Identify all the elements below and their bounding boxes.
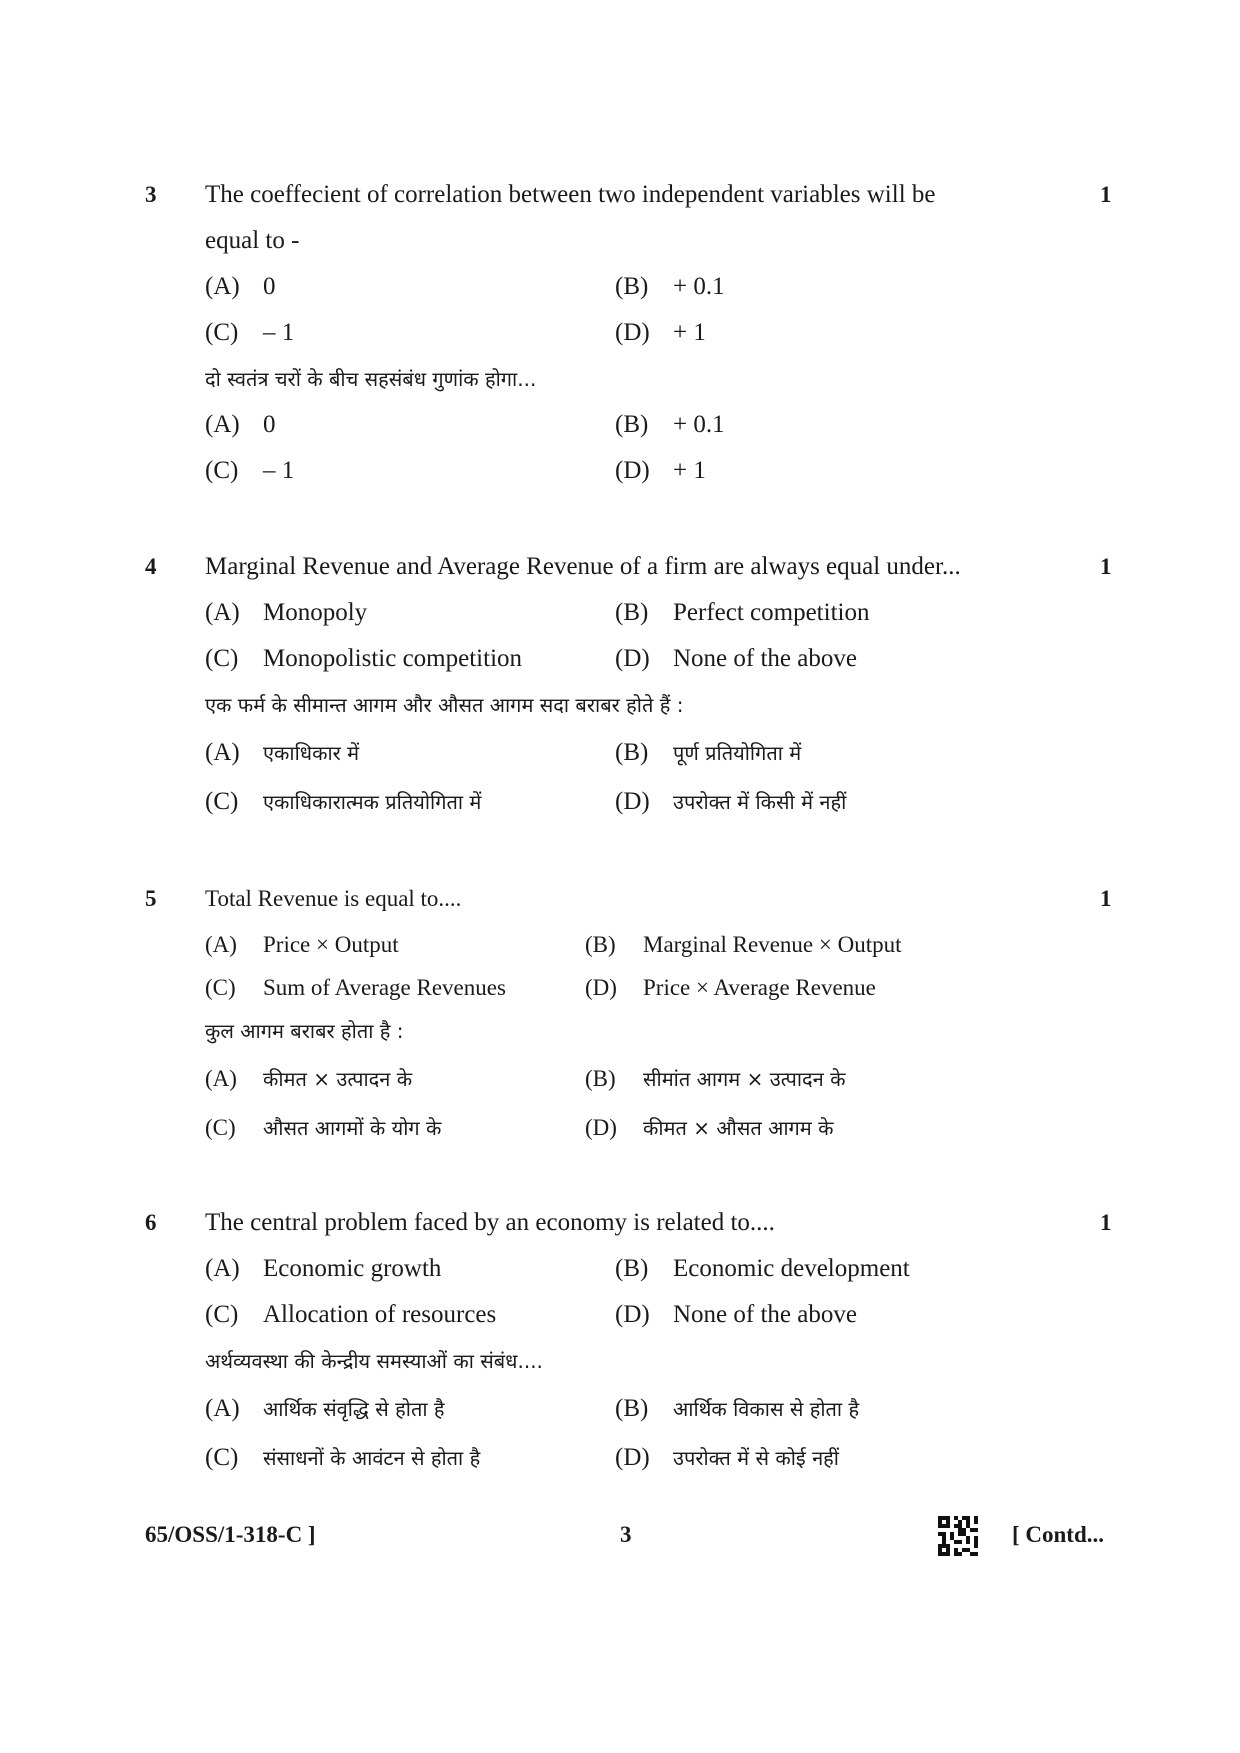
option-text: Perfect competition — [673, 599, 870, 626]
question-text-line: Total Revenue is equal to.... — [205, 886, 462, 911]
option-d — [615, 448, 706, 494]
option-row — [0, 590, 1240, 636]
option-d — [615, 777, 846, 827]
option-text: Allocation of resources — [263, 1301, 497, 1328]
option-text: Marginal Revenue × Output — [643, 932, 902, 957]
option-label: (B) — [615, 411, 649, 438]
option-row — [0, 310, 1240, 356]
option-text: पूर्ण प्रतियोगिता में — [673, 741, 802, 765]
option-label: (C) — [205, 319, 239, 346]
question-number: 4 — [145, 554, 157, 579]
option-label: (A) — [205, 1066, 237, 1091]
option-a — [205, 402, 276, 448]
option-c — [205, 965, 506, 1011]
option-b — [615, 264, 725, 310]
option-text: Price × Average Revenue — [643, 975, 876, 1000]
option-b — [615, 1384, 859, 1434]
option-label: (B) — [615, 273, 649, 300]
option-a — [205, 1054, 412, 1104]
option-label: (D) — [615, 319, 650, 346]
question-text — [205, 544, 1085, 590]
question-number: 5 — [145, 886, 157, 911]
option-label: (A) — [205, 1255, 240, 1282]
option-row — [0, 728, 1240, 777]
option-row — [0, 922, 1240, 965]
question-text-line: Marginal Revenue and Average Revenue of a firm are always equal under... — [205, 553, 961, 580]
option-text: – 1 — [263, 457, 295, 484]
option-text: None of the above — [673, 1301, 857, 1328]
option-b — [615, 590, 869, 636]
option-c — [205, 636, 522, 682]
option-row — [0, 448, 1240, 494]
option-label: (D) — [585, 975, 617, 1000]
option-row — [0, 1246, 1240, 1292]
option-d — [585, 965, 876, 1011]
option-text: + 0.1 — [673, 273, 725, 300]
hindi-question-text: अर्थव्यवस्था की केन्द्रीय समस्याओं का संबंध.... — [205, 1349, 543, 1373]
option-b — [615, 1246, 910, 1292]
option-d — [585, 1103, 834, 1153]
hindi-question-row — [0, 1008, 1240, 1054]
option-label: (B) — [615, 739, 649, 766]
page-footer — [0, 1510, 1240, 1560]
option-row — [0, 1292, 1240, 1338]
option-row — [0, 1103, 1240, 1152]
question-4 — [0, 544, 1240, 826]
continued-marker: [ Contd... — [1012, 1522, 1105, 1547]
option-d — [615, 1433, 839, 1483]
option-d — [615, 636, 857, 682]
option-b — [585, 1054, 845, 1104]
option-label: (D) — [615, 788, 650, 815]
option-label: (C) — [205, 1115, 236, 1140]
option-text: Price × Output — [263, 932, 399, 957]
hindi-question-text: एक फर्म के सीमान्त आगम और औसत आगम सदा बराबर होते हैं : — [205, 693, 684, 717]
option-row — [0, 777, 1240, 826]
question-text — [205, 876, 1085, 922]
option-text: – 1 — [263, 319, 295, 346]
option-label: (C) — [205, 1444, 239, 1471]
option-label: (C) — [205, 457, 239, 484]
option-label: (A) — [205, 599, 240, 626]
option-label: (D) — [615, 1301, 650, 1328]
question-marks: 1 — [1100, 554, 1112, 579]
option-d — [615, 310, 706, 356]
page-number: 3 — [620, 1522, 632, 1547]
option-c — [205, 777, 481, 827]
option-label: (A) — [205, 411, 240, 438]
option-text: + 1 — [673, 319, 706, 346]
option-label: (D) — [615, 645, 650, 672]
option-label: (C) — [205, 975, 236, 1000]
option-text: Economic development — [673, 1255, 910, 1282]
question-text — [205, 1200, 1085, 1246]
option-label: (A) — [205, 273, 240, 300]
option-label: (B) — [615, 1255, 649, 1282]
option-row — [0, 1433, 1240, 1482]
option-text: एकाधिकारात्मक प्रतियोगिता में — [263, 790, 482, 814]
option-text: Monopolistic competition — [263, 645, 523, 672]
option-text: 0 — [263, 411, 276, 438]
question-text — [205, 172, 1085, 264]
question-marks: 1 — [1100, 886, 1112, 911]
option-a — [205, 264, 276, 310]
option-c — [205, 1433, 480, 1483]
option-a — [205, 922, 399, 968]
option-text: कीमत × उत्पादन के — [263, 1067, 413, 1091]
option-b — [585, 922, 901, 968]
option-row — [0, 264, 1240, 310]
option-text: + 1 — [673, 457, 706, 484]
option-text: औसत आगमों के योग के — [263, 1116, 442, 1140]
option-text: संसाधनों के आवंटन से होता है — [263, 1446, 481, 1470]
option-a — [205, 590, 367, 636]
option-label: (A) — [205, 739, 240, 766]
option-text: उपरोक्त में से कोई नहीं — [673, 1446, 839, 1470]
option-b — [615, 402, 725, 448]
option-label: (C) — [205, 1301, 239, 1328]
option-row — [0, 402, 1240, 448]
option-text: सीमांत आगम × उत्पादन के — [643, 1067, 846, 1091]
option-label: (D) — [615, 1444, 650, 1471]
option-label: (B) — [615, 1395, 649, 1422]
option-text: Sum of Average Revenues — [263, 975, 506, 1000]
option-c — [205, 448, 294, 494]
option-a — [205, 1384, 445, 1434]
option-text: आर्थिक विकास से होता है — [673, 1397, 860, 1421]
option-text: None of the above — [673, 645, 857, 672]
option-row — [0, 636, 1240, 682]
option-b — [615, 728, 801, 778]
option-c — [205, 310, 294, 356]
question-3 — [0, 172, 1240, 494]
option-label: (A) — [205, 932, 237, 957]
option-d — [615, 1292, 857, 1338]
option-text: Economic growth — [263, 1255, 442, 1282]
question-5 — [0, 876, 1240, 1152]
question-6 — [0, 1200, 1240, 1482]
option-label: (D) — [585, 1115, 617, 1140]
option-label: (D) — [615, 457, 650, 484]
option-text: + 0.1 — [673, 411, 725, 438]
question-row — [0, 544, 1240, 590]
option-row — [0, 1054, 1240, 1103]
option-a — [205, 728, 359, 778]
question-row — [0, 1200, 1240, 1246]
option-label: (B) — [615, 599, 649, 626]
option-text: उपरोक्त में किसी में नहीं — [673, 790, 847, 814]
question-text-line: The coeffecient of correlation between two independent variables will be — [205, 181, 936, 208]
hindi-question-text: दो स्वतंत्र चरों के बीच सहसंबंध गुणांक होगा... — [205, 367, 537, 391]
option-text: एकाधिकार में — [263, 741, 360, 765]
paper-code: 65/OSS/1-318-C ] — [145, 1522, 316, 1547]
hindi-question-text: कुल आगम बराबर होता है : — [205, 1019, 404, 1043]
option-text: आर्थिक संवृद्धि से होता है — [263, 1397, 445, 1421]
question-text-line: The central problem faced by an economy is related to.... — [205, 1209, 775, 1236]
option-c — [205, 1103, 441, 1153]
option-row — [0, 965, 1240, 1008]
question-marks: 1 — [1100, 1210, 1112, 1235]
option-label: (B) — [585, 932, 616, 957]
question-text-line: equal to - — [205, 227, 300, 254]
question-number: 3 — [145, 182, 157, 207]
question-row — [0, 876, 1240, 922]
option-label: (B) — [585, 1066, 616, 1091]
option-text: Monopoly — [263, 599, 368, 626]
question-number: 6 — [145, 1210, 157, 1235]
option-text: कीमत × औसत आगम के — [643, 1116, 834, 1140]
option-label: (C) — [205, 645, 239, 672]
option-c — [205, 1292, 496, 1338]
option-label: (C) — [205, 788, 239, 815]
option-text: 0 — [263, 273, 276, 300]
hindi-question-row — [0, 682, 1240, 728]
option-row — [0, 1384, 1240, 1433]
qr-code-icon — [938, 1516, 978, 1556]
option-a — [205, 1246, 441, 1292]
option-label: (A) — [205, 1395, 240, 1422]
hindi-question-row — [0, 1338, 1240, 1384]
hindi-question-row — [0, 356, 1240, 402]
question-marks: 1 — [1100, 182, 1112, 207]
